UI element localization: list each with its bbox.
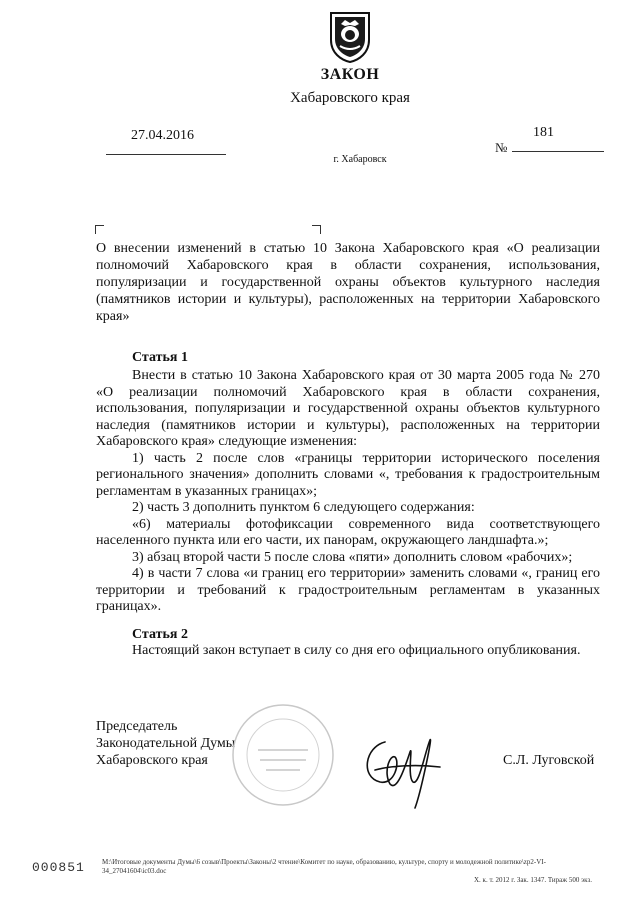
number-sign: №	[495, 140, 508, 155]
document-subtitle: Хабаровского края	[290, 90, 410, 106]
position-line-2: Законодательной Думы	[96, 736, 236, 751]
position-line-1: Председатель	[96, 719, 178, 734]
article-1-item-1: 1) часть 2 после слов «границы территории исторического поселения регионального значения» дополнить словами «, требования к градостроительным регламентам в указанных границах»;	[96, 450, 600, 499]
document-number: 181	[533, 125, 554, 140]
article-1-intro: Внести в статью 10 Закона Хабаровского края от 30 марта 2005 года № 270 «О реализации полномочий Хабаровского края в области сохранения, использования, популяризации и государственной охраны объектов культурного наследия (памятников истории и культуры), расположенных на территории Хабаровского края» следующие изменения:	[96, 368, 600, 449]
position-line-3: Хабаровского края	[96, 753, 208, 768]
article-2-body: Настоящий закон вступает в силу со дня его официального опубликования.	[132, 643, 581, 658]
article-2-title: Статья 2	[132, 627, 188, 642]
document-date: 27.04.2016	[131, 128, 194, 143]
signatory-position	[96, 718, 235, 769]
faded-stamp-icon	[228, 700, 338, 810]
number-underline	[512, 151, 604, 152]
article-1-item-4: 4) в части 7 слова «и границ его территории» заменить словами «, границ его территории и требований к градостроительным регламентам в указанных границах».	[96, 566, 600, 614]
heading-corner-left	[95, 225, 104, 234]
document-city: г. Хабаровск	[333, 154, 387, 165]
law-heading: О внесении изменений в статью 10 Закона Хабаровского края «О реализации полномочий Хабаровского края в области сохранения, использования, популяризации и государственной охраны объектов культурного наследия (памятников истории и культуры), расположенных на территории Хабаровского края»	[96, 241, 600, 324]
print-info-footer: Х. к. т. 2012 г. Зак. 1347. Тираж 500 экз.	[474, 876, 592, 884]
coat-of-arms-icon	[328, 10, 372, 64]
article-1-item-2-quote: «6) материалы фотофиксации современного вида соответствующего населенного пункта или его части, их панорам, окружающего ландшафта.»;	[96, 516, 600, 548]
handwritten-signature-icon	[355, 722, 445, 812]
heading-corner-right	[312, 225, 321, 234]
article-1-item-3: 3) абзац второй части 5 после слова «пяти» дополнить словом «рабочих»;	[132, 549, 573, 565]
registration-serial: 000851	[32, 860, 85, 875]
article-1-body	[96, 368, 600, 616]
signer-name: С.Л. Луговской	[503, 753, 595, 768]
article-1-title: Статья 1	[132, 350, 188, 365]
file-path-footer: М:\Итоговые документы Думы\6 созыв\Проекты\Законы\2 чтение\Комитет по науке, образованию, культуре, спорту и молодежной политике\zp2-VI-34_27041604\ic03.doc	[102, 858, 546, 875]
article-1-item-2: 2) часть 3 дополнить пунктом 6 следующего содержания:	[132, 500, 475, 515]
document-title: ЗАКОН	[320, 66, 380, 83]
